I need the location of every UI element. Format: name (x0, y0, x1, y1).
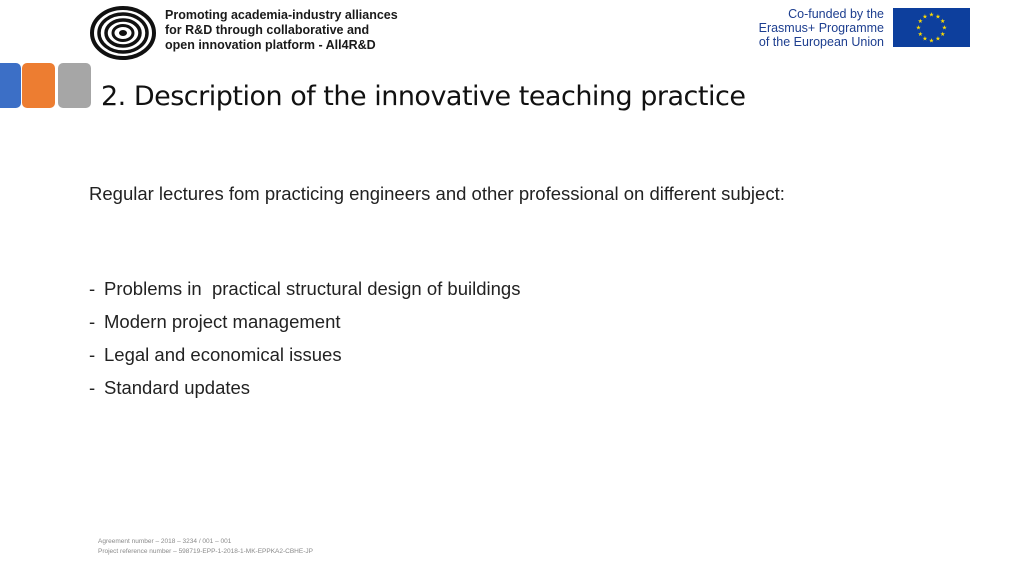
svg-text:★: ★ (928, 37, 935, 45)
svg-text:★: ★ (917, 18, 923, 25)
svg-text:★: ★ (917, 31, 923, 38)
footer (98, 537, 313, 557)
list-item (89, 305, 520, 338)
concentric-rings-logo-icon (88, 5, 158, 61)
svg-text:★: ★ (928, 11, 935, 19)
project-title (165, 8, 398, 53)
agreement-number: Agreement number – 2018 – 3234 / 001 – 001 (98, 538, 232, 545)
bullet-list (89, 272, 520, 404)
list-item (89, 371, 520, 404)
list-item-text: Problems in practical structural design of buildings (104, 278, 521, 299)
bullet-marker: - (89, 278, 96, 299)
list-item-text: Legal and economical issues (104, 344, 342, 365)
svg-text:★: ★ (935, 13, 941, 21)
eu-cofunding-text (759, 7, 884, 49)
intro-paragraph: Regular lectures fom practicing engineers and other professional on different subject: (89, 183, 785, 204)
project-title-line: open innovation platform - All4R&D (165, 38, 376, 52)
accent-square-blue (0, 63, 21, 108)
svg-text:★: ★ (915, 24, 922, 32)
svg-text:★: ★ (940, 31, 946, 38)
eu-text-line: Erasmus+ Programme (758, 21, 884, 35)
list-item (89, 338, 520, 371)
svg-text:★: ★ (941, 24, 948, 32)
svg-text:★: ★ (935, 35, 941, 43)
project-title-line: for R&D through collaborative and (165, 23, 370, 37)
eu-text-line: Co-funded by the (788, 7, 884, 21)
svg-text:★: ★ (922, 13, 928, 21)
slide-title: 2. Description of the innovative teaching practice (101, 81, 746, 112)
project-title-line: Promoting academia-industry alliances (165, 8, 398, 22)
svg-text:★: ★ (940, 18, 946, 25)
bullet-marker: - (89, 311, 96, 332)
list-item (89, 272, 520, 305)
list-item-text: Standard updates (104, 377, 251, 398)
eu-flag-icon (893, 8, 970, 47)
accent-square-grey (58, 63, 91, 108)
eu-text-line: of the European Union (758, 35, 884, 49)
svg-text:★: ★ (922, 35, 928, 43)
bullet-marker: - (89, 377, 96, 398)
project-reference-number: Project reference number – 598719-EPP-1-2018-1-MK-EPPKA2-CBHE-JP (98, 548, 313, 555)
list-item-text: Modern project management (104, 311, 341, 332)
accent-square-orange (22, 63, 55, 108)
bullet-marker: - (89, 344, 96, 365)
